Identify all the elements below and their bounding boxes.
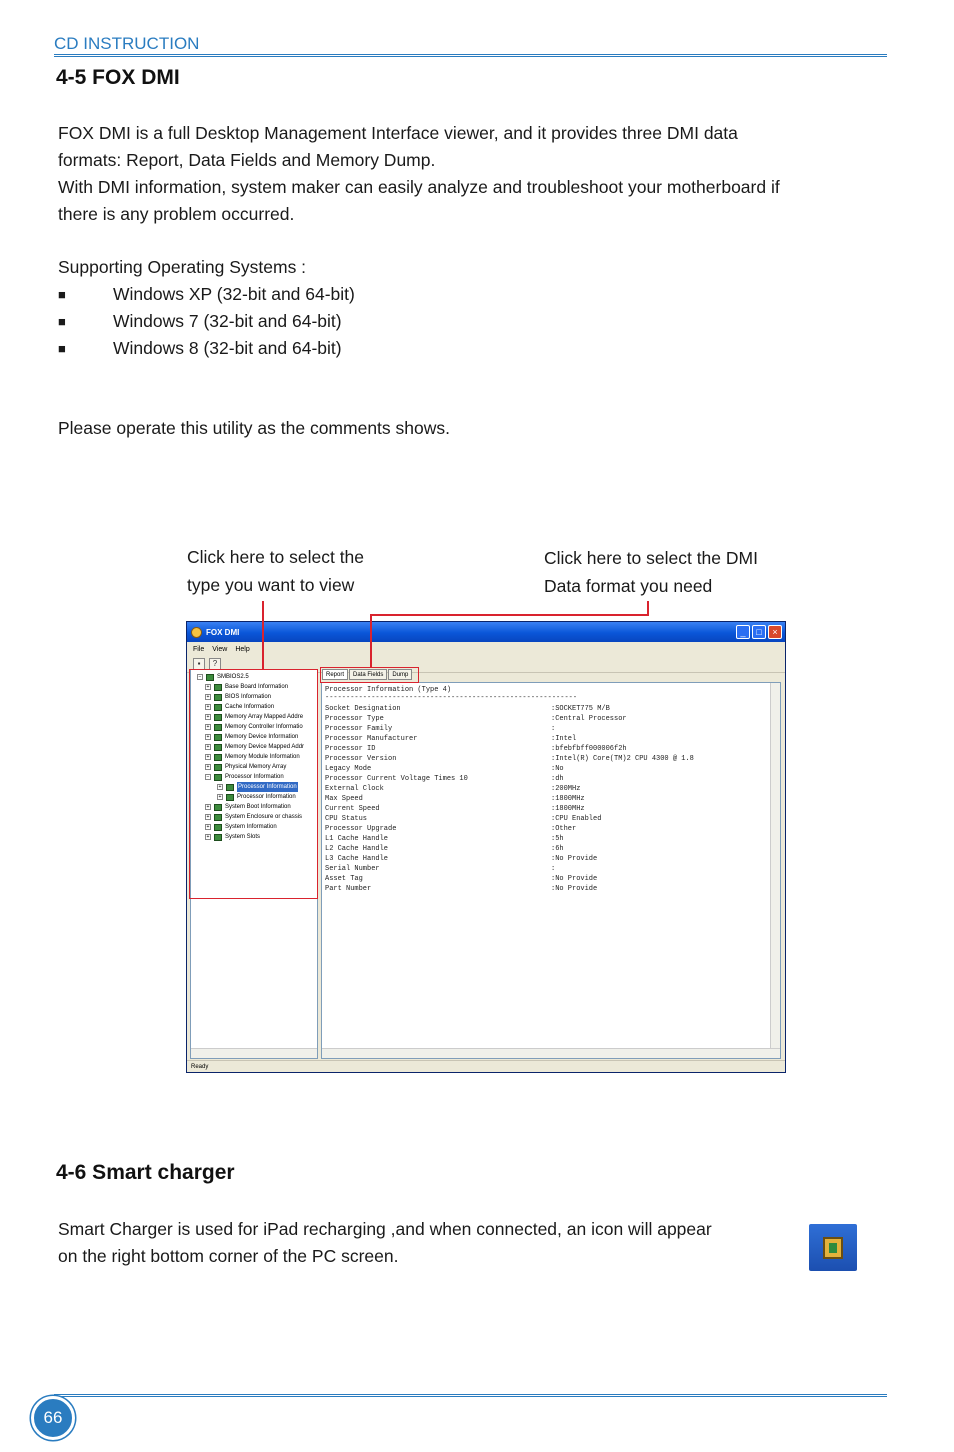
report-field: Processor Version	[325, 755, 397, 763]
os-name: Windows 7 (32-bit and 64-bit)	[113, 311, 342, 331]
report-horizontal-scrollbar[interactable]	[322, 1048, 780, 1058]
operate-note: Please operate this utility as the comments shows.	[58, 418, 450, 438]
expand-icon[interactable]: +	[206, 764, 210, 770]
report-value: :dh	[551, 775, 564, 783]
report-value: :Intel	[551, 735, 577, 743]
tree-label: Processor Information	[225, 774, 284, 780]
report-header: Processor Information (Type 4)	[325, 686, 452, 694]
maximize-button[interactable]: □	[752, 625, 766, 639]
section-title-fox-dmi: 4-5 FOX DMI	[56, 66, 180, 89]
menu-help[interactable]: Help	[235, 645, 250, 653]
tree-label: BIOS Information	[225, 694, 272, 700]
smart-charger-tray-icon	[809, 1224, 857, 1271]
tree-highlight-box	[189, 669, 318, 899]
callout-line: Click here to select the	[187, 547, 365, 567]
expand-icon[interactable]: +	[206, 694, 210, 700]
report-field: L2 Cache Handle	[325, 845, 389, 853]
report-value: :1800MHz	[551, 805, 585, 813]
report-value: :Other	[551, 825, 577, 833]
report-value: :1800MHz	[551, 795, 585, 803]
app-icon	[191, 627, 202, 638]
report-field: Processor Upgrade	[325, 825, 397, 833]
window-titlebar	[187, 622, 785, 642]
report-field: Socket Designation	[325, 705, 401, 713]
expand-icon[interactable]: +	[218, 784, 222, 790]
bullet-icon: ■	[58, 314, 66, 329]
tab-dump[interactable]: Dump	[388, 669, 412, 680]
report-value: :	[551, 725, 556, 733]
report-field: Processor Current Voltage Times 10	[325, 775, 468, 783]
report-field: L3 Cache Handle	[325, 855, 389, 863]
report-field: Processor ID	[325, 745, 376, 753]
report-value: :	[551, 865, 556, 873]
expand-icon[interactable]: +	[206, 734, 210, 740]
bullet-icon: ■	[58, 287, 66, 302]
tree-label: System Boot Information	[225, 804, 291, 810]
menu-file[interactable]: File	[193, 645, 205, 653]
close-button[interactable]: ×	[768, 625, 782, 639]
tree-horizontal-scrollbar[interactable]	[191, 1048, 317, 1058]
menu-bar	[187, 642, 785, 656]
tree-label: Processor Information	[237, 794, 296, 800]
bullet-icon: ■	[58, 341, 66, 356]
tree-label: System Information	[225, 824, 277, 830]
report-value: :bfebfbff000006f2h	[551, 745, 627, 753]
tree-label: Base Board Information	[225, 684, 289, 690]
tree-label: Memory Controller Informatio	[225, 724, 303, 730]
os-name: Windows XP (32-bit and 64-bit)	[113, 284, 355, 304]
leader-line-right-horizontal	[370, 614, 649, 616]
intro-line: FOX DMI is a full Desktop Management Interface viewer, and it provides three DMI data	[58, 123, 738, 143]
header-rule	[54, 54, 887, 57]
report-field: Part Number	[325, 885, 372, 893]
charger-line: on the right bottom corner of the PC screen.	[58, 1246, 399, 1266]
leader-line-left	[262, 601, 264, 669]
charger-line: Smart Charger is used for iPad recharging ,and when connected, an icon will appear	[58, 1219, 712, 1239]
running-header: CD INSTRUCTION	[54, 34, 200, 53]
report-field: Processor Type	[325, 715, 384, 723]
report-field: Legacy Mode	[325, 765, 372, 773]
expand-icon[interactable]: +	[206, 814, 210, 820]
report-value: :Intel(R) Core(TM)2 CPU 4300 @ 1.8	[551, 755, 694, 763]
tree-label: System Slots	[225, 834, 261, 840]
expand-icon[interactable]: +	[218, 794, 222, 800]
tab-data-fields[interactable]: Data Fields	[349, 669, 387, 680]
expand-icon[interactable]: +	[206, 804, 210, 810]
report-value: :No Provide	[551, 875, 598, 883]
report-value: :6h	[551, 845, 564, 853]
tree-label: System Enclosure or chassis	[225, 814, 303, 820]
page-number: 66	[31, 1396, 75, 1440]
collapse-icon[interactable]: −	[198, 674, 202, 680]
tree-label: Memory Array Mapped Addre	[225, 714, 304, 720]
leader-line-right-stub	[647, 601, 649, 616]
report-vertical-scrollbar[interactable]	[770, 683, 780, 1048]
callout-select-type	[187, 543, 364, 599]
report-divider: ------------------------------------------------------------	[325, 694, 578, 702]
report-field: Serial Number	[325, 865, 380, 873]
report-value: :No	[551, 765, 564, 773]
report-value: :No Provide	[551, 855, 598, 863]
section-title-smart-charger: 4-6 Smart charger	[56, 1161, 235, 1184]
report-field: External Clock	[325, 785, 384, 793]
callout-select-format	[544, 544, 758, 600]
charger-description	[58, 1216, 712, 1270]
report-value: :CPU Enabled	[551, 815, 602, 823]
collapse-icon[interactable]: −	[206, 774, 210, 780]
report-field: CPU Status	[325, 815, 368, 823]
report-field: Asset Tag	[325, 875, 363, 883]
tree-label: Cache Information	[225, 704, 275, 710]
tree-label: Memory Device Mapped Addr	[225, 744, 305, 750]
report-value: :Central Processor	[551, 715, 627, 723]
tabs-highlight-box	[320, 667, 419, 683]
report-field: Current Speed	[325, 805, 380, 813]
os-name: Windows 8 (32-bit and 64-bit)	[113, 338, 342, 358]
report-view[interactable]	[321, 682, 781, 1059]
report-value: :200MHz	[551, 785, 581, 793]
intro-line: With DMI information, system maker can easily analyze and troubleshoot your motherboard if	[58, 177, 780, 197]
menu-view[interactable]: View	[212, 645, 228, 653]
expand-icon[interactable]: +	[206, 714, 210, 720]
save-icon[interactable]: ▪	[193, 658, 205, 670]
tree-label: Memory Device Information	[225, 734, 299, 740]
tree-label: Processor Information	[238, 784, 297, 790]
tree-label: SMBIOS2.5	[217, 674, 249, 680]
callout-line: Click here to select the DMI	[544, 548, 758, 568]
expand-icon[interactable]: +	[206, 724, 210, 730]
report-field: Processor Family	[325, 725, 393, 733]
expand-icon[interactable]: +	[206, 704, 210, 710]
minimize-button[interactable]: _	[736, 625, 750, 639]
window-title: FOX DMI	[206, 627, 240, 637]
expand-icon[interactable]: +	[206, 824, 210, 830]
report-field: L1 Cache Handle	[325, 835, 389, 843]
tree-label: Physical Memory Array	[225, 764, 287, 770]
callout-line: type you want to view	[187, 575, 355, 595]
report-field: Max Speed	[325, 795, 363, 803]
help-icon[interactable]: ?	[209, 658, 221, 670]
leader-line-right-vertical	[370, 614, 372, 667]
report-value: :5h	[551, 835, 564, 843]
expand-icon[interactable]: +	[206, 744, 210, 750]
status-bar: Ready	[187, 1060, 785, 1072]
tree-label: Memory Module Information	[225, 754, 300, 760]
report-field: Processor Manufacturer	[325, 735, 418, 743]
tab-report[interactable]: Report	[322, 669, 348, 680]
expand-icon[interactable]: +	[206, 834, 210, 840]
callout-line: Data format you need	[544, 576, 713, 596]
intro-line: there is any problem occurred.	[58, 204, 295, 224]
os-heading: Supporting Operating Systems :	[58, 257, 307, 277]
intro-line: formats: Report, Data Fields and Memory Dump.	[58, 150, 436, 170]
fox-intro	[58, 120, 780, 228]
expand-icon[interactable]: +	[206, 684, 210, 690]
report-value: :SOCKET775 M/B	[551, 705, 610, 713]
expand-icon[interactable]: +	[206, 754, 210, 760]
footer-rule	[54, 1394, 887, 1397]
report-value: :No Provide	[551, 885, 598, 893]
